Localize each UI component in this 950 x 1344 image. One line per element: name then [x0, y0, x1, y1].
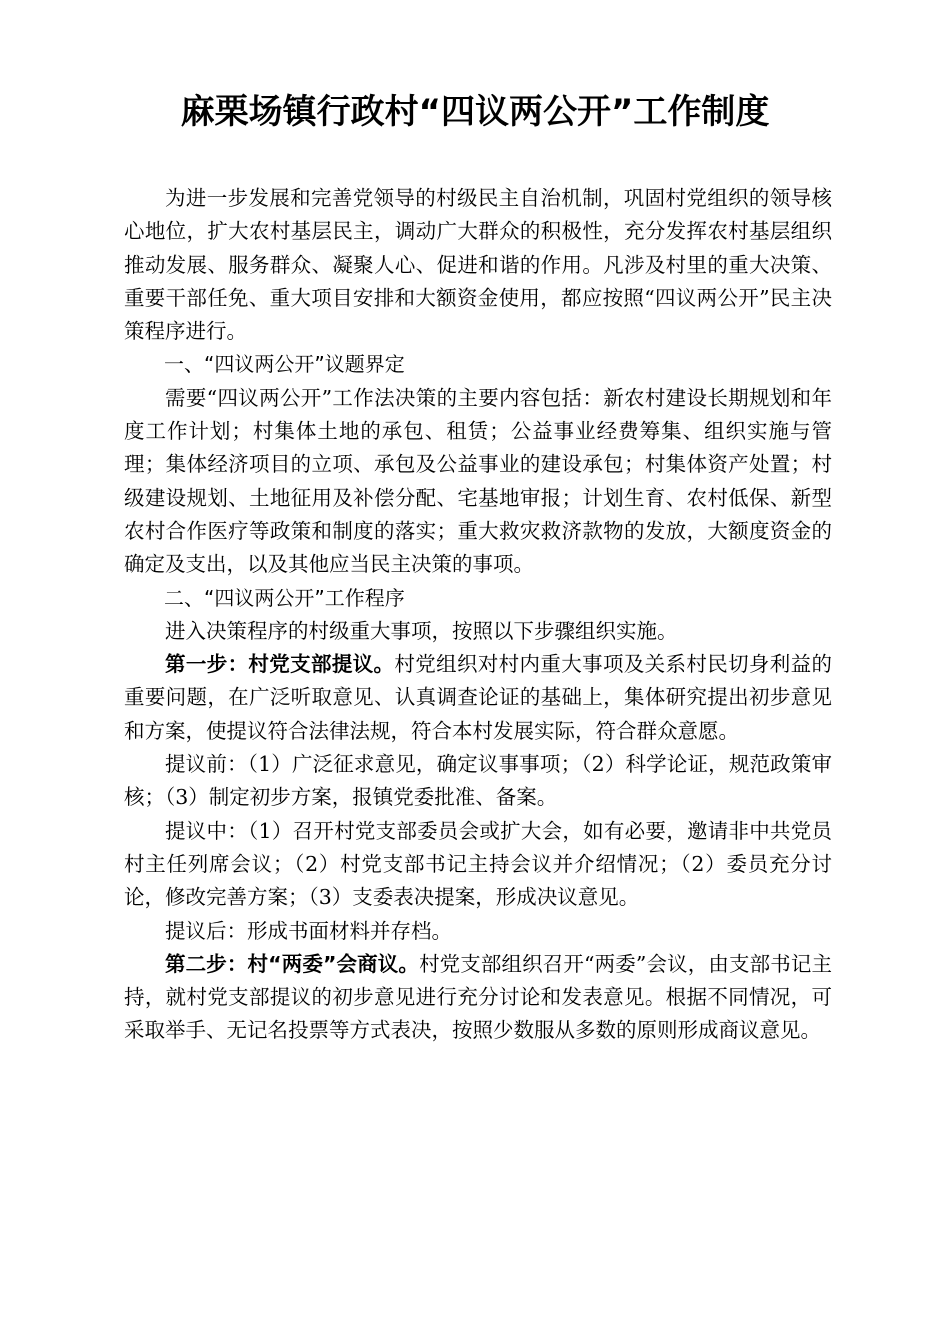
step-1-lead: 第一步：村党支部提议。 [165, 652, 395, 677]
step-1-during-paragraph: 提议中：（1）召开村党支部委员会或扩大会，如有必要，邀请非中共党员村主任列席会议；（2）村党支部书记主持会议并介绍情况；（2）委员充分讨论，修改完善方案；（3）支委表决提案，形成决议意见。 [124, 818, 832, 910]
section-2-heading: 二、“四议两公开”工作程序 [164, 585, 405, 610]
step-2-text: 村党支部组织召开“两委”会议，由支部书记主持，就村党支部提议的初步意见进行充分讨论和发表意见。根据不同情况，可采取举手、无记名投票等方式表决，按照少数服从多数的原则形成商议意见。 [124, 951, 832, 1043]
document-title: 麻栗场镇行政村“四议两公开”工作制度 [180, 92, 770, 132]
section-1-paragraph: 需要“四议两公开”工作法决策的主要内容包括：新农村建设长期规划和年度工作计划；村集体土地的承包、租赁；公益事业经费筹集、组织实施与管理；集体经济项目的立项、承包及公益事业的建设承包；村集体资产处置；村级建设规划、土地征用及补偿分配、宅基地审报；计划生育、农村低保、新型农村合作医疗等政策和制度的落实；重大救灾救济款物的发放，大额度资金的确定及支出，以及其他应当民主决策的事项。 [124, 385, 832, 577]
section-2-paragraph: 进入决策程序的村级重大事项，按照以下步骤组织实施。 [165, 618, 678, 643]
step-1-text: 村党组织对村内重大事项及关系村民切身利益的重要问题，在广泛听取意见、认真调查论证的基础上，集体研究提出初步意见和方案，使提议符合法律法规，符合本村发展实际，符合群众意愿。 [124, 652, 833, 743]
step-2-paragraph [124, 948, 832, 1048]
step-1-paragraph [124, 648, 832, 748]
section-1-heading: 一、“四议两公开”议题界定 [164, 352, 405, 377]
step-1-after-paragraph: 提议后：形成书面材料并存档。 [165, 918, 452, 943]
step-2-lead: 第二步：村“两委”会商议。 [165, 951, 420, 976]
document-body [124, 182, 832, 1048]
intro-paragraph: 为进一步发展和完善党领导的村级民主自治机制，巩固村党组织的领导核心地位，扩大农村基层民主，调动广大群众的积极性，充分发挥农村基层组织推动发展、服务群众、凝聚人心、促进和谐的作用。凡涉及村里的重大决策、重要干部任免、重大项目安排和大额资金使用，都应按照“四议两公开”民主决策程序进行。 [124, 186, 832, 344]
step-1-before-paragraph: 提议前：（1）广泛征求意见，确定议事事项；（2）科学论证，规范政策审核；（3）制定初步方案，报镇党委批准、备案。 [124, 752, 832, 810]
